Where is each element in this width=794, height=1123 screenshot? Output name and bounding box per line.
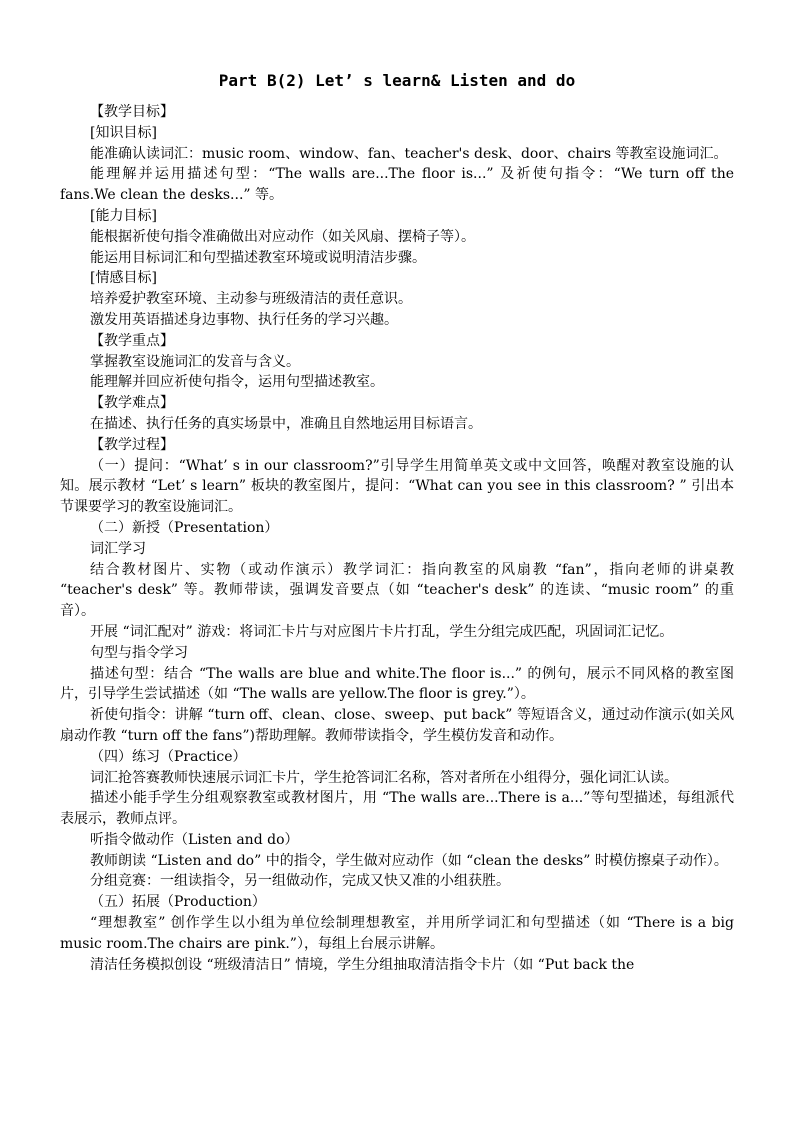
paragraph-listen-1: 教师朗读 “Listen and do” 中的指令，学生做对应动作（如 “clean the desks” 时模仿擦桌子动作）。 bbox=[90, 852, 728, 869]
paragraph-knowledge-2: 能理解并运用描述句型：“The walls are...The floor is...” 及祈使句指令：“We turn off the fans.We clean the desks...” 等。 bbox=[60, 166, 734, 204]
subheading-listen: 听指令做动作（Listen and do） bbox=[90, 831, 299, 848]
paragraph-difficult-1: 在描述、执行任务的真实场景中，准确且自然地运用目标语言。 bbox=[90, 415, 482, 432]
section-heading-key: 【教学重点】 bbox=[90, 332, 174, 349]
paragraph-vocab-game: 开展 “词汇配对” 游戏：将词汇卡片与对应图片卡片打乱，学生分组完成匹配，巩固词汇记忆。 bbox=[90, 623, 674, 640]
subheading-vocab: 词汇学习 bbox=[90, 540, 146, 557]
subheading-production: （五）拓展（Production） bbox=[90, 894, 266, 911]
paragraph-emotion-1: 培养爱护教室环境、主动参与班级清洁的责任意识。 bbox=[90, 291, 412, 308]
paragraph-cleaning-task: 清洁任务模拟创设 “班级清洁日” 情境，学生分组抽取清洁指令卡片（如 “Put back the bbox=[90, 956, 635, 973]
section-heading-objectives: 【教学目标】 bbox=[90, 104, 174, 120]
paragraph-describe: 描述句型：结合 “The walls are blue and white.The floor is...” 的例句，展示不同风格的教室图片，引导学生尝试描述（如 “The walls are yellow.The floor is grey.”）。 bbox=[60, 665, 734, 703]
paragraph-key-1: 掌握教室设施词汇的发音与含义。 bbox=[90, 353, 300, 370]
paragraph-emotion-2: 激发用英语描述身边事物、执行任务的学习兴趣。 bbox=[90, 311, 398, 328]
paragraph-ability-2: 能运用目标词汇和句型描述教室环境或说明清洁步骤。 bbox=[90, 249, 426, 266]
subheading-practice: （四）练习（Practice） bbox=[90, 748, 247, 765]
section-heading-difficult: 【教学难点】 bbox=[90, 395, 174, 412]
subheading-knowledge: [知识目标] bbox=[90, 124, 157, 141]
paragraph-key-2: 能理解并回应祈使句指令，运用句型描述教室。 bbox=[90, 374, 384, 391]
subheading-emotion: [情感目标] bbox=[90, 270, 157, 287]
subheading-presentation: （二）新授（Presentation） bbox=[90, 519, 279, 536]
paragraph-vocab-teach: 结合教材图片、实物（或动作演示）教学词汇：指向教室的风扇教 “fan”，指向老师的讲桌教 “teacher's desk” 等。教师带读，强调发音要点（如 “teacher's desk” 的连读、“music room” 的重音）。 bbox=[60, 561, 734, 620]
page-title: Part B(2) Let’ s learn& Listen and do bbox=[218, 71, 576, 90]
paragraph-imperative: 祈使句指令：讲解 “turn off、clean、close、sweep、put back” 等短语含义，通过动作演示(如关风扇动作教 “turn off the fans”)帮助理解。教师带读指令，学生模仿发音和动作。 bbox=[60, 707, 734, 744]
paragraph-quiz: 词汇抢答赛教师快速展示词汇卡片，学生抢答词汇名称，答对者所在小组得分，强化词汇认读。 bbox=[90, 769, 678, 786]
paragraph-knowledge-1: 能准确认读词汇：music room、window、fan、teacher's desk、door、chairs 等教室设施词汇。 bbox=[90, 145, 728, 162]
section-heading-process: 【教学过程】 bbox=[90, 436, 174, 453]
paragraph-ability-1: 能根据祈使句指令准确做出对应动作（如关风扇、摆椅子等）。 bbox=[90, 228, 475, 245]
paragraph-warmup: （一）提问：“What’ s in our classroom?”引导学生用简单英文或中文回答，唤醒对教室设施的认知。展示教材 “Let’ s learn” 板块的教室图片，提问：“What can you see in this classroom? ” 引出本节课要学习的教室设施词汇。 bbox=[60, 457, 734, 516]
paragraph-ideal-classroom: “理想教室” 创作学生以小组为单位绘制理想教室，并用所学词汇和句型描述（如 “There is a big music room.The chairs are pink.”），每组上台展示讲解。 bbox=[60, 915, 734, 952]
subheading-ability: [能力目标] bbox=[90, 207, 157, 224]
paragraph-listen-2: 分组竞赛：一组读指令，另一组做动作，完成又快又准的小组获胜。 bbox=[90, 873, 510, 890]
subheading-sentence: 句型与指令学习 bbox=[90, 644, 188, 661]
paragraph-describe-contest: 描述小能手学生分组观察教室或教材图片，用 “The walls are...There is a...”等句型描述，每组派代表展示，教师点评。 bbox=[60, 790, 734, 828]
